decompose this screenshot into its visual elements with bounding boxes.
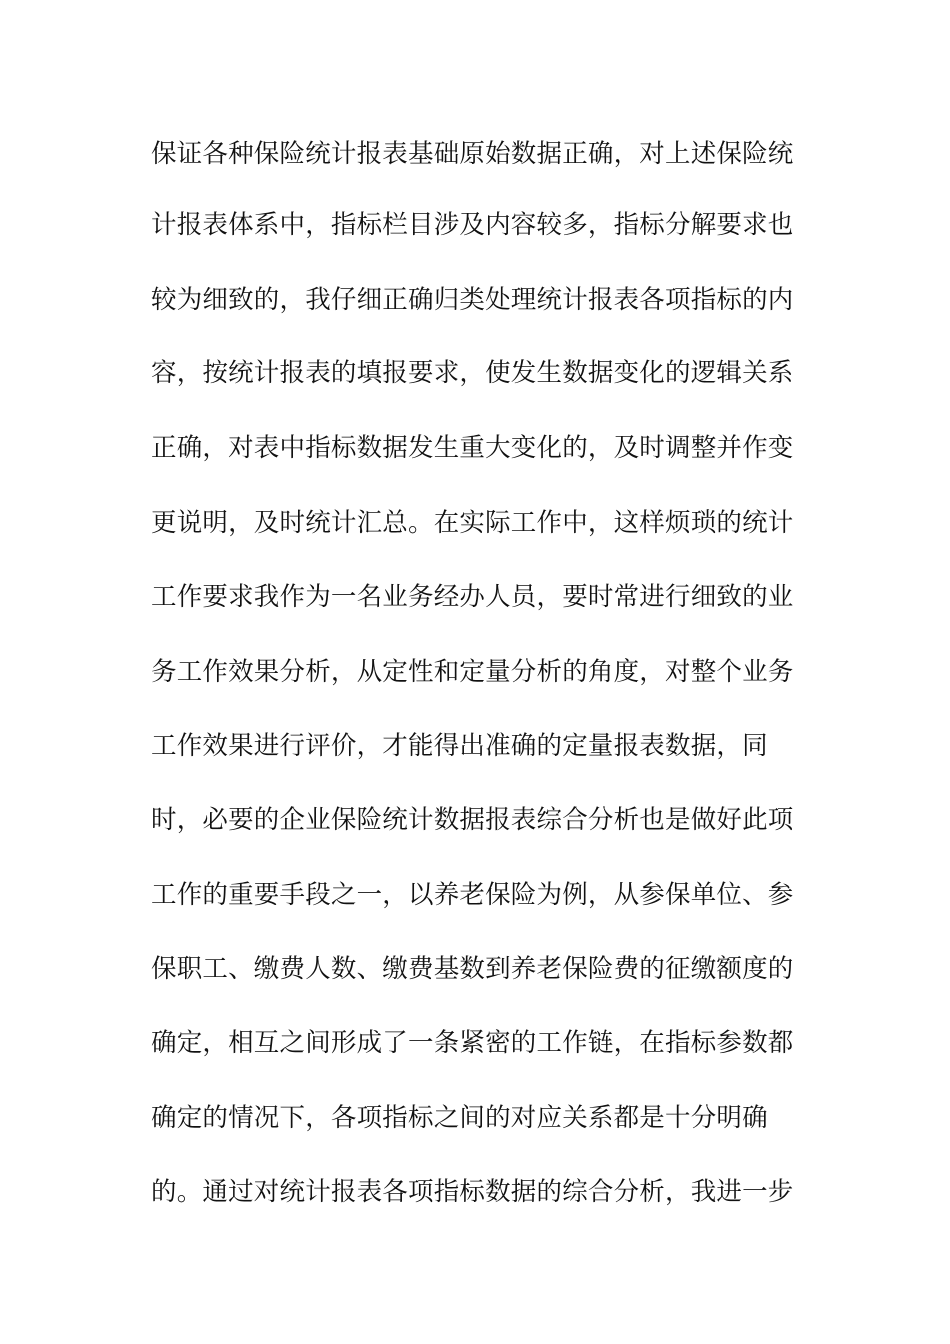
text-line-1: 保证各种保险统计报表基础原始数据正确，对上述保险统 [151,139,794,169]
text-line-2: 计报表体系中，指标栏目涉及内容较多，指标分解要求也 [151,210,794,240]
text-line-12: 保职工、缴费人数、缴费基数到养老保险费的征缴额度的 [151,954,794,984]
text-line-8: 务工作效果分析，从定性和定量分析的角度，对整个业务 [151,657,794,687]
text-line-15: 的。通过对统计报表各项指标数据的综合分析，我进一步 [151,1177,794,1207]
text-line-10: 时，必要的企业保险统计数据报表综合分析也是做好此项 [151,805,794,835]
text-line-3: 较为细致的，我仔细正确归类处理统计报表各项指标的内 [151,285,794,315]
text-line-9: 工作效果进行评价，才能得出准确的定量报表数据，同 [151,731,768,761]
text-line-14: 确定的情况下，各项指标之间的对应关系都是十分明确 [151,1103,768,1133]
text-line-5: 正确，对表中指标数据发生重大变化的，及时调整并作变 [151,433,794,463]
text-line-13: 确定，相互之间形成了一条紧密的工作链，在指标参数都 [151,1028,794,1058]
text-line-6: 更说明，及时统计汇总。在实际工作中，这样烦琐的统计 [151,508,794,538]
text-line-4: 容，按统计报表的填报要求，使发生数据变化的逻辑关系 [151,358,794,388]
text-line-11: 工作的重要手段之一，以养老保险为例，从参保单位、参 [151,880,794,910]
text-line-7: 工作要求我作为一名业务经办人员，要时常进行细致的业 [151,582,794,612]
